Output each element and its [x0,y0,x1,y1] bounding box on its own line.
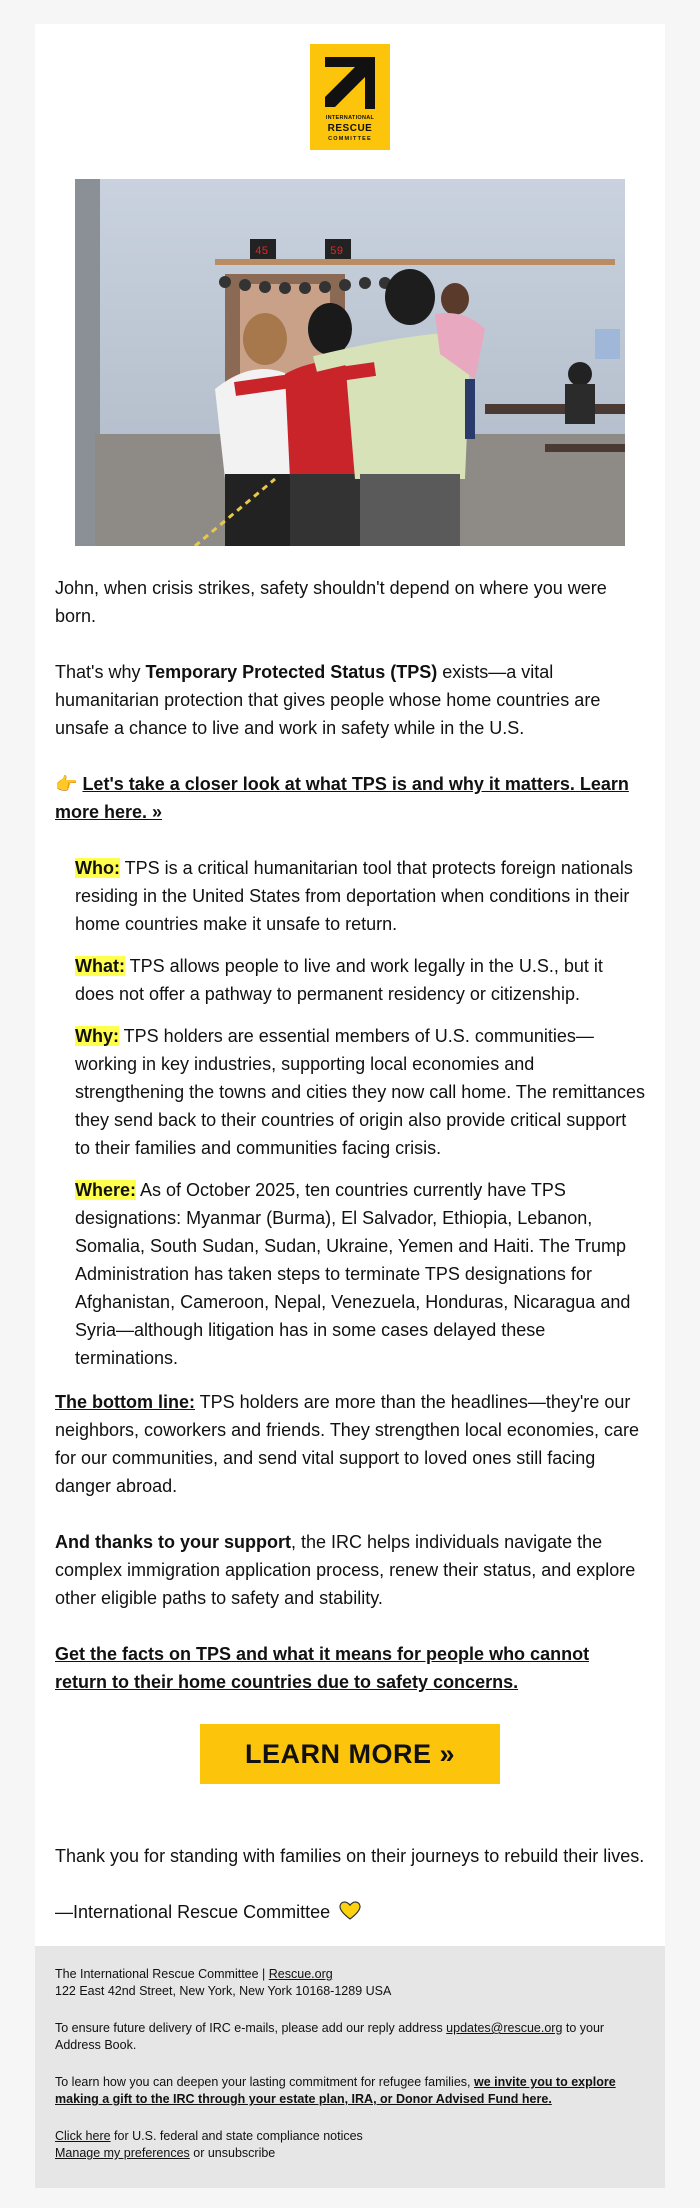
where-text: As of October 2025, ten countries currently have TPS designations: Myanmar (Burma), El Salvador, Ethiopia, Lebanon, Somalia, South Sudan, Sudan, Ukraine, Yemen and Haiti. The Trump Administration has taken steps to terminate TPS designations for Afghanistan, Cameroon, Nepal, Venezuela, Honduras, Nicaragua and Syria—although litigation has in some cases delayed these terminations. [75,1180,631,1368]
bottom-line-label: The bottom line: [55,1392,195,1412]
facts-link-paragraph [55,1640,645,1696]
closer-look-link[interactable]: Let's take a closer look at what TPS is and why it matters. Learn more here. » [55,774,629,822]
where-label: Where: [75,1180,137,1200]
fact-who [75,854,645,938]
footer-giving-before: To learn how you can deepen your lasting commitment for refugee families, [55,2075,474,2089]
footer-delivery-after: to your Address Book. [55,2021,605,2052]
greeting-paragraph [55,574,645,630]
signature-text: —International Rescue Committee [55,1902,331,1922]
support-paragraph [55,1528,645,1612]
who-label: Who: [75,858,120,878]
svg-text:45: 45 [255,246,269,258]
logo-line-3: COMMITTEE [328,136,372,142]
what-text: TPS allows people to live and work legally in the U.S., but it does not offer a pathway to permanent residency or citizenship. [75,956,603,1004]
thanks-text: Thank you for standing with families on their journeys to rebuild their lives. [55,1846,645,1866]
footer-email-link[interactable]: updates@rescue.org [446,2021,563,2035]
logo-line-2: RESCUE [327,123,373,134]
irc-logo-mark-icon [319,53,381,115]
footer-address: 122 East 42nd Street, New York, New York 10168-1289 USA [55,1984,392,1998]
footer-compliance-block [55,2128,645,2162]
footer-unsubscribe-text: or unsubscribe [189,2146,276,2160]
footer-delivery-before: To ensure future delivery of IRC e-mails, please add our reply address [55,2021,447,2035]
learn-more-button[interactable]: LEARN MORE » [200,1724,500,1784]
manage-preferences-link[interactable]: Manage my preferences [55,2146,190,2160]
signature-paragraph [55,1898,645,1926]
footer-org: The International Rescue Committee | [55,1967,269,1981]
email-card [35,24,665,1946]
get-facts-link[interactable]: Get the facts on TPS and what it means for people who cannot return to their home countries due to safety concerns. [55,1644,590,1692]
tps-intro-paragraph [55,658,645,742]
pointing-hand-icon: 👉 [55,774,78,794]
tps-term: Temporary Protected Status (TPS) [145,662,438,682]
support-text: , the IRC helps individuals navigate the complex immigration application process, renew their status, and explore other eligible paths to safety and stability. [55,1532,636,1608]
footer-delivery-block [55,2020,645,2054]
bottom-line-paragraph [55,1388,645,1500]
click-here-link[interactable]: Click here [55,2129,111,2143]
tps-intro-rest: exists—a vital humanitarian protection that gives people whose home countries are unsafe a chance to live and work in safety while in the U.S. [55,662,601,738]
tps-intro-lead: That's why [55,662,146,682]
footer [35,1946,665,2188]
why-text: TPS holders are essential members of U.S. communities—working in key industries, supporting local economies and strengthening the towns and cities they now call home. The remittances they send back to their countries of origin also provide critical support to their families and communities facing crisis. [75,1026,645,1158]
thanks-paragraph [55,1842,645,1870]
support-bold: And thanks to your support [55,1532,291,1552]
footer-giving-link[interactable]: we invite you to explore making a gift to the IRC through your estate plan, IRA, or Donor Advised Fund here. [55,2075,616,2106]
fact-where [75,1176,645,1372]
footer-org-block [55,1966,645,2000]
greeting-text: John, when crisis strikes, safety shouldn't depend on where you were born. [55,578,607,626]
footer-compliance-text: for U.S. federal and state compliance notices [110,2129,363,2143]
yellow-heart-icon [339,1901,361,1921]
hero-photo[interactable] [75,179,625,546]
footer-giving-block [55,2074,645,2108]
irc-logo[interactable] [310,44,390,150]
svg-text:59: 59 [330,246,344,258]
why-label: Why: [75,1026,119,1046]
closer-look-paragraph [55,770,645,826]
fact-what [75,952,645,1008]
fact-why [75,1022,645,1162]
who-text: TPS is a critical humanitarian tool that protects foreign nationals residing in the United States from deportation when conditions in their home countries make it unsafe to return. [75,858,633,934]
bottom-line-text: TPS holders are more than the headlines—they're our neighbors, coworkers and friends. They strengthen local economies, care for our communities, and send vital support to loved ones still facing danger abroad. [55,1392,639,1496]
what-label: What: [75,956,125,976]
footer-site-link[interactable]: Rescue.org [268,1967,333,1981]
family-embrace-photo-icon [75,179,625,546]
logo-line-1: INTERNATIONAL [325,115,375,121]
